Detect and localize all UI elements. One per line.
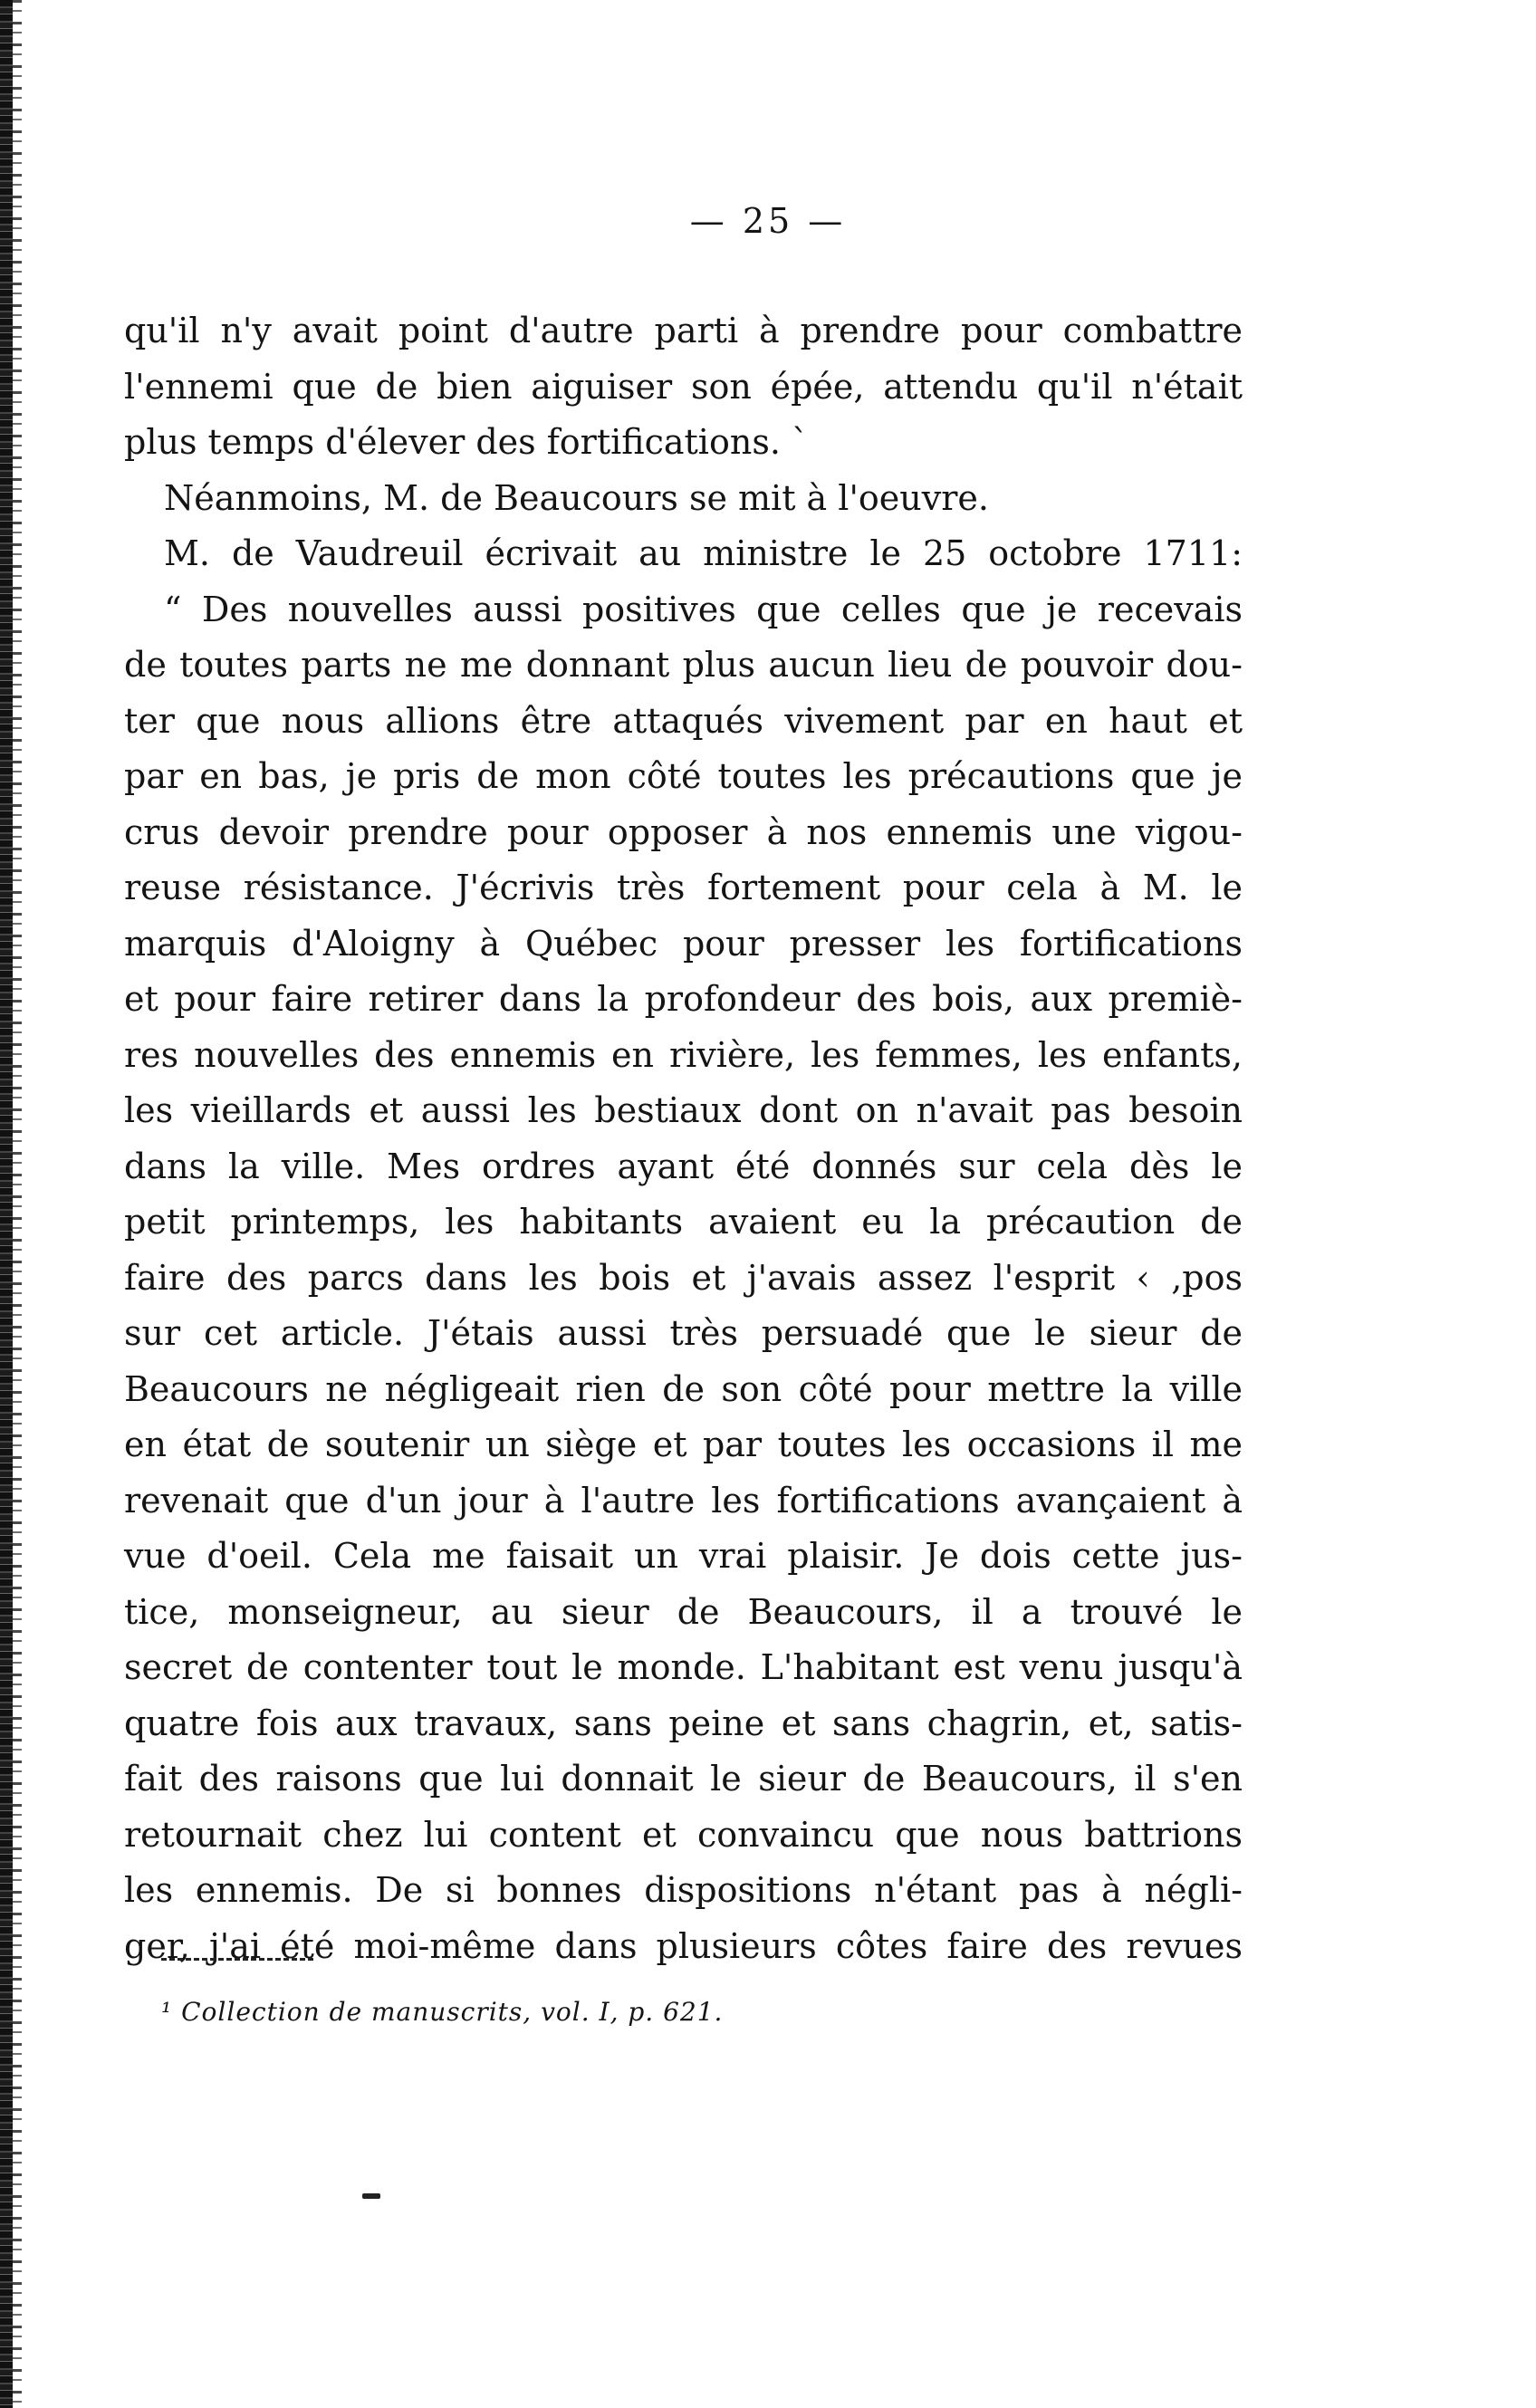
- scan-edge-fringe: [13, 0, 22, 2408]
- text-line: en état de soutenir un siège et par toutes les occasions il me: [124, 1425, 1243, 1464]
- print-speck: [362, 2193, 380, 2199]
- paragraph-start-line: M. de Vaudreuil écrivait au ministre le 25 octobre 1711:: [164, 533, 1243, 573]
- text-line: Beaucours ne négligeait rien de son côté pour mettre la ville: [124, 1368, 1243, 1409]
- text-line: faire des parcs dans les bois et j'avais assez l'esprit ‹ ,pos: [124, 1257, 1243, 1298]
- footnote-rule: [161, 1958, 313, 1961]
- text-line: et pour faire retirer dans la profondeur des bois, aux premiè-: [124, 979, 1243, 1019]
- text-line: retournait chez lui content et convaincu que nous battrions: [124, 1814, 1243, 1855]
- text-line: res nouvelles des ennemis en rivière, les femmes, les enfants,: [124, 1034, 1243, 1075]
- quotation-start-line: “ Des nouvelles aussi positives que celles que je recevais: [164, 589, 1243, 629]
- footnote: ¹ Collection de manuscrits, vol. I, p. 621.: [161, 1997, 724, 2027]
- text-line: revenait que d'un jour à l'autre les fortifications avançaient à: [124, 1480, 1243, 1521]
- text-line: ger, j'ai été moi-même dans plusieurs côtes faire des revues: [124, 1925, 1243, 1966]
- scan-binding-edge: [0, 0, 13, 2408]
- text-line: reuse résistance. J'écrivis très fortement pour cela à M. le: [124, 868, 1243, 907]
- page-number: — 25 —: [689, 201, 847, 241]
- text-line: les ennemis. De si bonnes dispositions n'étant pas à négli-: [124, 1870, 1243, 1910]
- text-line: petit printemps, les habitants avaient eu la précaution de: [124, 1202, 1243, 1242]
- text-line: qu'il n'y avait point d'autre parti à prendre pour combattre: [124, 311, 1243, 350]
- text-line: secret de contenter tout le monde. L'habitant est venu jusqu'à: [124, 1647, 1243, 1687]
- paragraph-start-line: Néanmoins, M. de Beaucours se mit à l'oeuvre.: [164, 477, 989, 518]
- text-line: les vieillards et aussi les bestiaux dont on n'avait pas besoin: [124, 1090, 1243, 1130]
- text-line: plus temps d'élever des fortifications. `: [124, 422, 809, 462]
- text-line: sur cet article. J'étais aussi très persuadé que le sieur de: [124, 1313, 1243, 1353]
- text-line: quatre fois aux travaux, sans peine et sans chagrin, et, satis-: [124, 1703, 1243, 1743]
- text-line: l'ennemi que de bien aiguiser son épée, attendu qu'il n'était: [124, 366, 1243, 407]
- text-line: dans la ville. Mes ordres ayant été donnés sur cela dès le: [124, 1146, 1243, 1186]
- text-line: tice, monseigneur, au sieur de Beaucours, il a trouvé le: [124, 1591, 1243, 1632]
- text-line: marquis d'Aloigny à Québec pour presser les fortifications: [124, 923, 1243, 964]
- text-line: par en bas, je pris de mon côté toutes les précautions que je: [124, 756, 1243, 796]
- text-line: crus devoir prendre pour opposer à nos ennemis une vigou-: [124, 811, 1243, 852]
- body-text: [124, 303, 1243, 1974]
- text-line: de toutes parts ne me donnant plus aucun lieu de pouvoir dou-: [124, 645, 1243, 685]
- text-line: ter que nous allions être attaqués vivement par en haut et: [124, 700, 1243, 741]
- text-line: fait des raisons que lui donnait le sieur de Beaucours, il s'en: [124, 1759, 1243, 1799]
- text-line: vue d'oeil. Cela me faisait un vrai plaisir. Je dois cette jus-: [124, 1536, 1243, 1576]
